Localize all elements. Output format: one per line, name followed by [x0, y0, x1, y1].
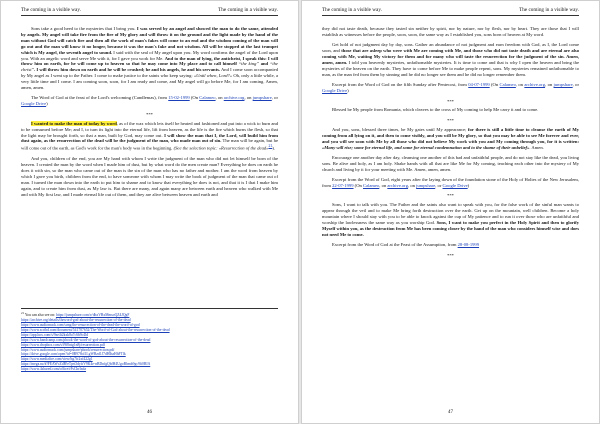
jumpshare-link[interactable]: jumpshare [416, 183, 436, 189]
paragraph [21, 121, 278, 152]
bold-text: for there is still a little time to cleanse the earth of My coming from all lying on it, and then to come visibly, and you will be My glory, so that you may be able to see Me forever and ever, and you will see soon with Me by all those who did not believe My work with you and My coming through you, for it is written: [322, 126, 579, 144]
header-title-left: The coming in a visible way. [21, 7, 81, 13]
bold-text: I was served by an angel and showed the man to do the same, attended by angels. My angel will take fire from the fire of My glory and will throw it on the ground and the light made by the hand of the man without God will catch fire and then all the work of man's fakes will come to an end and the wisdom coming of the man will go out and the man will know it no longer, because it was the man's fake and not wisdom. All will be stopped at the last trumpet which is My angel, the seventh angel to sound. [21, 26, 278, 55]
paragraph: they did not taste death, because they tasted sin neither by spirit, nor by nature, nor by flesh, nor by heart. They are those that I will establish as witnesses before the people, soon, soon, the same way as I established you, sons born of heaven at My word. [322, 26, 579, 37]
footnote-link[interactable]: https://www.audiomack.com/song/the-resurrection-of-the-dead-the-word-of-god [21, 323, 140, 328]
text: Sons take a good heed to the mysteries that I bring you. [31, 26, 137, 31]
page-number: 47 [448, 410, 453, 415]
footnote-link[interactable]: https://www.4shared.com/office/rFsCbrIxda [21, 367, 87, 372]
text: And I come soon accompanied by My angel as I went up to the Father. I come to make justice to the saints who keep saying: [21, 67, 278, 79]
header-title-right: The coming in a visible way. [519, 7, 579, 13]
footnotes [21, 308, 278, 372]
footnote-link[interactable]: https://www.audiomack.com/jumpshare/pbook/resurrection.pdf [21, 347, 115, 352]
separator-stars: *** [447, 98, 454, 104]
text: Sons, I want to talk with you. The Father and the saints also want to speak with you, for the false work of the sinful man wants to appear through the veil and to make Me bring forth destruction over the earth. Get up on the mountain, well children. Become a holy mountain where I should stay with you to be able to knock against the cup of My patience and to run it over those who are unfaithful and worship the lawlessness the same way as you worship God. [322, 202, 579, 226]
archive-link[interactable]: archive.org [524, 82, 546, 88]
text: ). [272, 145, 275, 151]
text: The man will be again, but he will come out of the earth, as God's work for the man's body was in the beginning. [21, 138, 278, 151]
separator-stars: *** [447, 252, 454, 258]
text: Excerpt from the Word of God on the fifth Sunday after Pentecost, from [332, 82, 469, 88]
bold-text: I will show the man that I, the Lord, will build him from dust again, as the resurrection of the dead will be the judgment of the man, who made man out of sin. [21, 132, 278, 144]
paragraph [322, 42, 579, 77]
header-title-left: The coming in a visible way. [322, 7, 382, 13]
footnote-link[interactable]: https://www.mediafire.com/view/hg7fr2xf422g1 [21, 357, 93, 362]
paragraph: And you, children of the end, you are My hand with whom I write the judgment of the man who did not let himself be born of the heaven. I created the man by the word when I made him of dust, but by what word do the men create man? Everything he does on earth he does it with sin, so the man who came out of the man is the sin of the man who has no father and mother. I am the word from heaven by which I gave you birth, children from the end, to have someone with whom I may write the book of judgment of the man that came out of man. I turned the man down into the earth to put him to shame and to know that everything he does is not, and that it is I that I make him again, and to create him from dust, as My law is. But there are many, and again many are between earth and heaven who walked with Me and with My first law, and I made eternal life out of them, and they are alive between heaven and earth and [21, 156, 278, 197]
footnote-ref[interactable]: 21 [268, 144, 273, 149]
footnote-link[interactable]: https://www.scribd.com/document/541787652/The-Word-of-God-about-the-resurrection-of-the-dead [21, 327, 170, 332]
source-paragraph [322, 242, 579, 248]
text: . Amen. [529, 144, 544, 150]
footnote-link[interactable]: https://app.box.com/s/9ze4t2kxk8a7c6b9c4ld [21, 332, 88, 337]
date-link[interactable]: 28-08-1999 [457, 242, 480, 248]
footnote-link[interactable]: https://www.bandcamp.com/pbook-the-word-of-god-about-the-resurrection-of-the-dead [21, 337, 151, 342]
text: The Word of God at the feast of the Lord's welcoming (Candlemas), from [31, 95, 169, 101]
paragraph: Encourage one another day after day, cleansing one another of this bad and unfaithful people, and do not stay like the dead, you living sons. Be alive and holy, as I am holy. Shake hands with all that are like Me for My coming, teaching each other into the mystery of My church and living by it for your meeting with Me. Amen, amen, amen. [322, 154, 579, 172]
highlighted-text: I wanted to make the man of today by word [31, 120, 117, 126]
calameo-link[interactable]: Calameo [199, 95, 216, 101]
source-paragraph: Excerpt from the Word of God, eight years after the laying down of the foundation stone of the Holy of Holies of the New Jerusalem, from 22-07-1999 (On Calameo, on archive.org, on jumpshare, or Google Drive) [322, 177, 579, 189]
footnote-marker: 21 [21, 311, 25, 315]
text: I told you heavenly mysteries, unfathomable mysteries. It is time to come and that is why I open the heaven and bring the mysteries of the heaven on the earth. They have to come before Me to make people repent, sons. My mysteries remained unfathomable to man, as the man fed from them by sinning and he did no longer see them and he did no longer remember them. [322, 60, 579, 77]
footnote-link[interactable]: https://jumpshare.com/v/dhxVBxMmsoQZ4JQgF [55, 313, 130, 318]
footnote-link[interactable]: https://drive.google.com/open?id=0B978ol1LgWRzd1J7dHlhaHhFTlk [21, 352, 126, 357]
right-page [301, 0, 600, 424]
text: Excerpt from the Word of God, eight years after the laying down of the foundation stone of the Holy of Holies of the New Jerusalem, from [322, 177, 579, 189]
italic-text: “the king” [236, 61, 259, 67]
left-page-body [21, 26, 278, 198]
text: I said with the seal of My angel upon you. My word confirms the angel of the Lord upon you. With an angelic word and serve Me with it, for I gave you work for Me. [21, 49, 278, 61]
italic-text: «Until when, Lord?» [193, 73, 233, 79]
italic-text: “the christ” [21, 61, 278, 73]
page-number: 46 [147, 410, 152, 415]
text: Excerpt from the Word of God at the Feast of the Assumption, from [332, 242, 458, 248]
text: And you, sons, blessed three times, be My gates until My appearance; [332, 126, 469, 132]
jumpshare-link[interactable]: jumpshare [252, 95, 272, 101]
separator-stars: *** [447, 117, 454, 123]
running-header [322, 7, 579, 16]
bold-text: those that are asleep who were with Me are coming with Me, and those who did not taste death and are eternal are also coming with Me, waiting My victory for them and for many who will taste the resurrection for the judgment of the sin. Amen, amen, amen. [322, 48, 579, 66]
google-drive-link[interactable]: Google Drive [322, 88, 348, 94]
paragraph [322, 127, 579, 151]
paragraph [21, 26, 278, 91]
text: Oh, only a little while, a very little time and I come. I am coming soon, soon, for I am ready and come, and My angel will go before Me, for I am coming. Amen, amen, amen. [21, 73, 278, 91]
footnote-link[interactable]: https://mega.nz/#!FEAWcZdB!eTpsOdyfrV9K4e-nBDnfgQbfH4UgoBhmb9gc9fi0BIA [21, 362, 151, 367]
left-page [0, 0, 299, 424]
separator-stars: *** [146, 111, 153, 117]
running-header [21, 7, 278, 16]
text: You can also see on: [24, 313, 56, 318]
date-link[interactable]: 22-07-1999 [332, 183, 354, 189]
separator-stars: *** [447, 193, 454, 199]
footnote-link[interactable]: https://archive.org/details/theword-god-about-the-resurrection-of-the-dead [21, 318, 131, 323]
footnote-line [21, 311, 278, 318]
footnote-line [21, 367, 278, 372]
date-link[interactable]: 04-07-1999 [468, 82, 490, 88]
header-title-right: The coming in a visible way. [218, 7, 278, 13]
source-paragraph: The Word of God at the feast of the Lord's welcoming (Candlemas), from 15-02-1999 (On Calameo, on archive.org, on jumpshare, or Google Drive) [21, 95, 278, 107]
bold-text: And to the man of lying, the antichrist, I speak this: I will throw him on earth, for he will come up to heaven so that he may come into My place and to call himself [21, 55, 279, 67]
calameo-link[interactable]: Calameo [362, 183, 380, 189]
italic-text: (See the selection topic: «Resurrection of the dead» [173, 145, 269, 151]
google-drive-link[interactable]: Google Drive [21, 101, 47, 107]
right-page-body [322, 26, 579, 259]
bold-text: Sons, I want to make you perfect in the Holy Spirit and then to glorify Myself within you, as the destruction from Me has been coming closer by the hand of the man who considers himself wise and does not need Me to come. [322, 220, 579, 237]
source-paragraph: Excerpt from the Word of God on the fifth Sunday after Pentecost, from 04-07-1999 (On Calameo, on archive.org, on jumpshare, or Google Drive) [322, 82, 580, 94]
paragraph: Blessed be My people from Romania, which cleaves to the cross of My coming to help Me carry it and to come. [332, 107, 539, 113]
text: , as of the wax which lets itself be heated and fashioned and put into a wick to burn and to be consumed before Me; and I, to turn its light into the eternal life, lift from heaven, as the life is the fire which burns the flesh, so that the light may be brought forth, so that a man, built by God, may come out. [21, 120, 278, 138]
text: Get hold of not judgment day by day, sons. Gather an abundance of not judgment and earn freedom with God, as I, the Lord come soon, and [322, 42, 579, 54]
jumpshare-link[interactable]: jumpshare [553, 82, 573, 88]
date-link[interactable]: 15-02-1999 [168, 95, 190, 101]
bold-text: . I will throw him down on earth and he will be crushed; he and his angels, he and his servants. [34, 67, 221, 73]
calameo-link[interactable]: Calameo [499, 82, 516, 88]
footnote-link[interactable]: https://www.dropbox.com/s/f9f0ntg1n8j/resurrection.pdf [21, 342, 105, 347]
google-drive-link[interactable]: Google Drive [442, 183, 468, 189]
bold-italic-text: «Many will rise; some for eternal life, and some for eternal condemnation and to the shame of their unbelief» [322, 144, 530, 150]
archive-link[interactable]: archive.org [387, 183, 409, 189]
bold-text: and [258, 61, 269, 67]
paragraph [322, 202, 579, 237]
archive-link[interactable]: archive.org [223, 95, 245, 101]
